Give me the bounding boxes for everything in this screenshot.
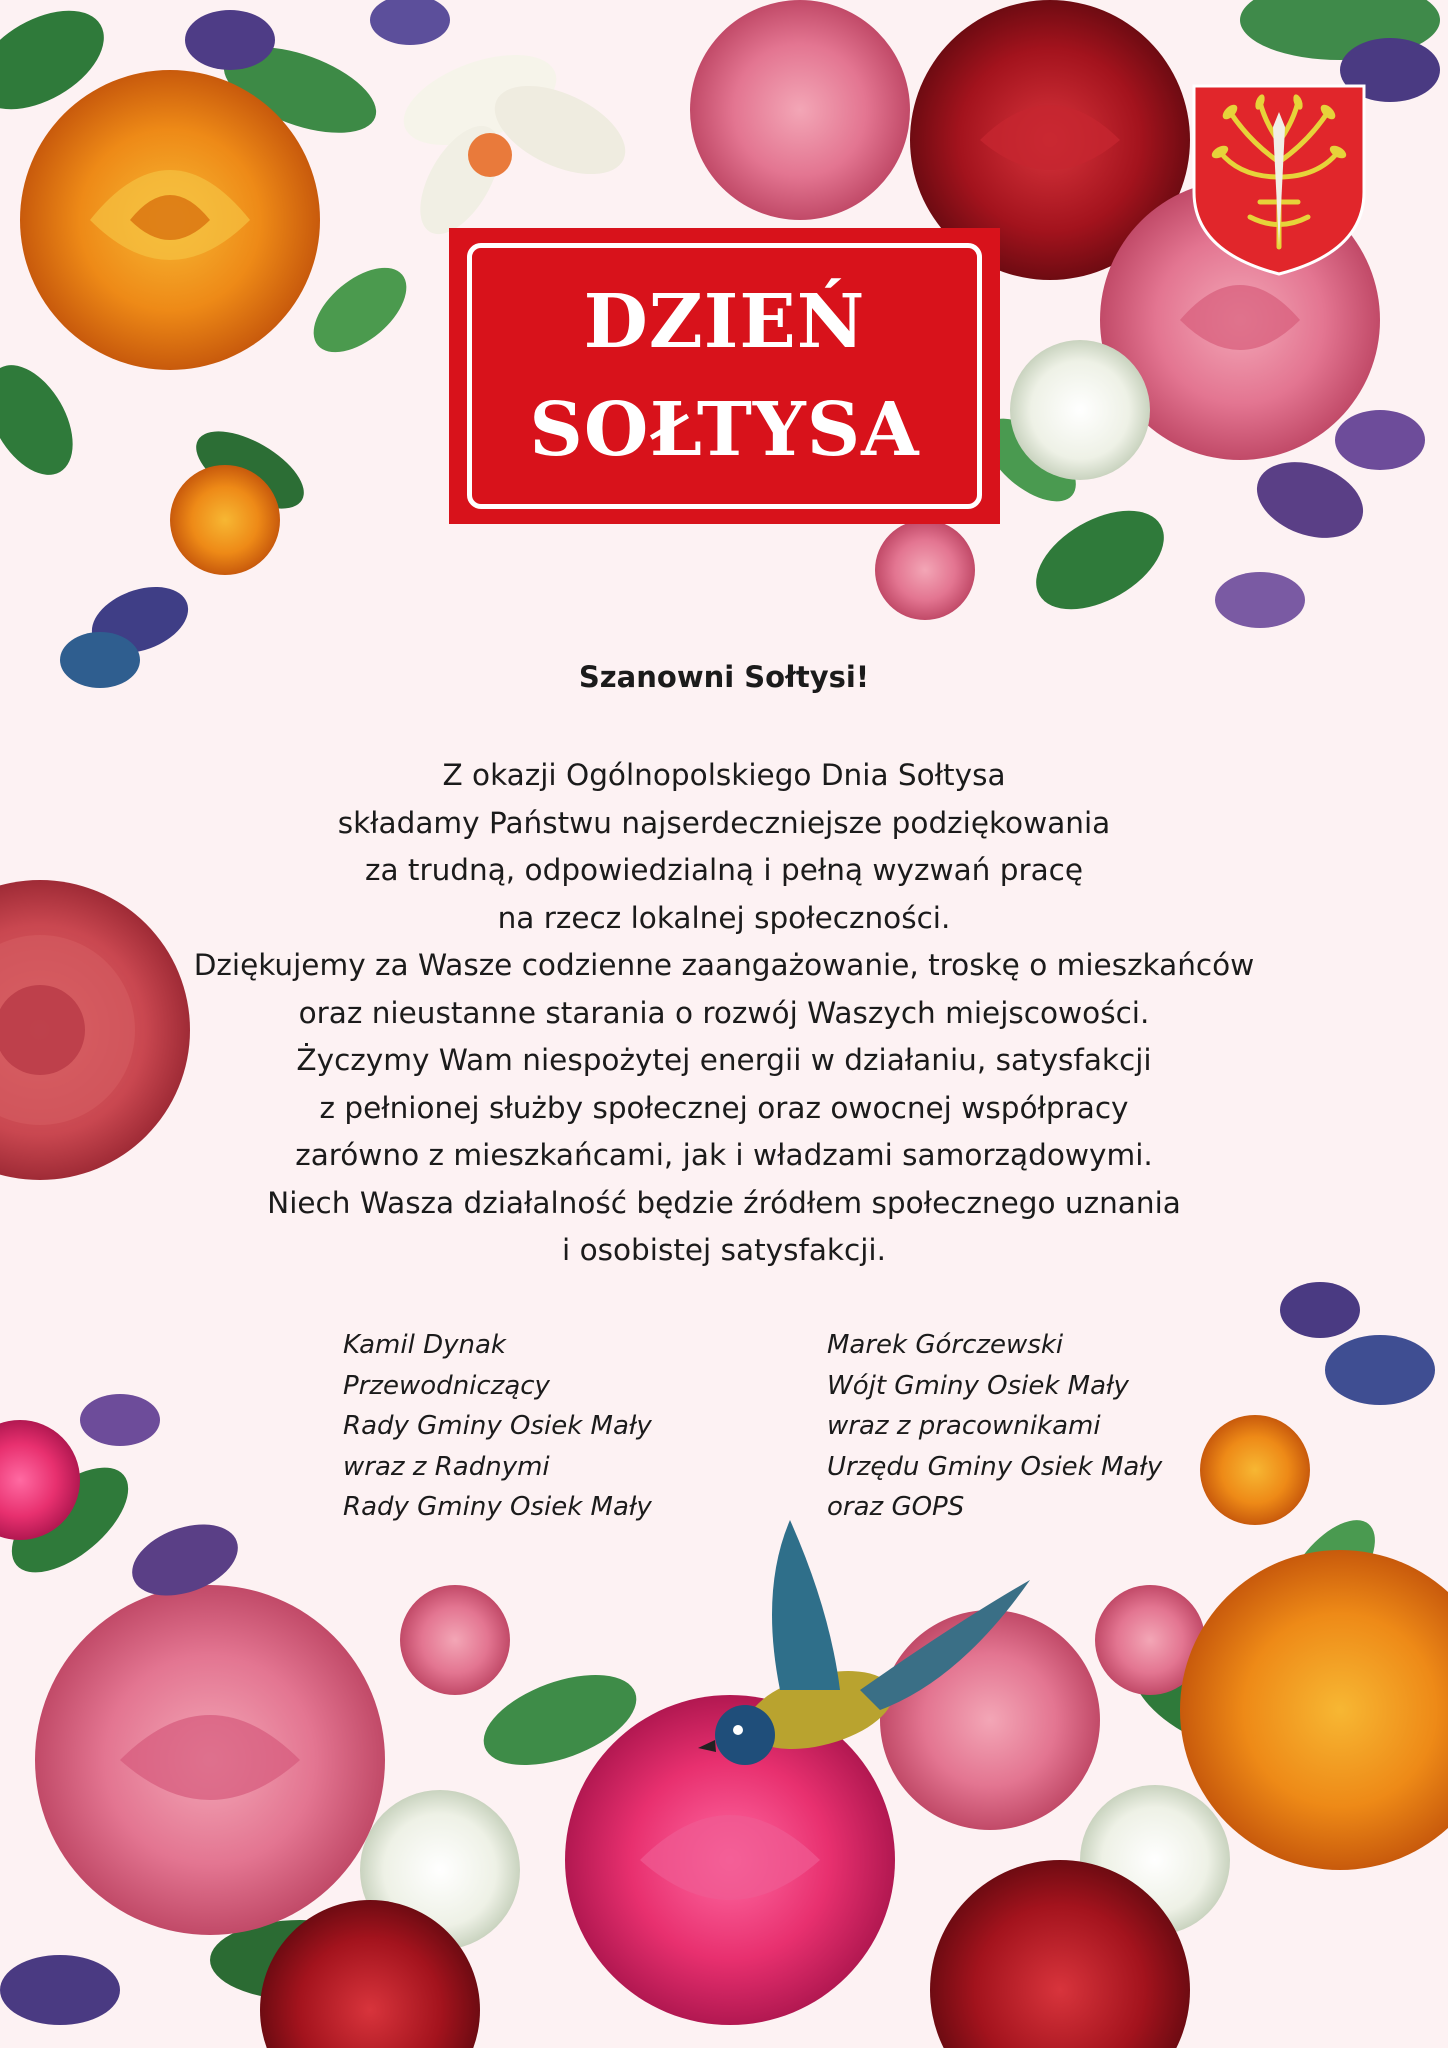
- rose-small-pink-top: [875, 520, 975, 620]
- title-line-1: DZIEŃ: [583, 279, 866, 365]
- title-banner: [449, 228, 1000, 524]
- signature-line: Marek Górczewski: [827, 1330, 1064, 1360]
- signature-line: oraz GOPS: [827, 1492, 965, 1522]
- rose-orange-top-left: [20, 70, 320, 370]
- message-line: za trudną, odpowiedzialną i pełną wyzwań pracę: [364, 853, 1084, 887]
- signature-left: [343, 1325, 652, 1528]
- signature-line: Kamil Dynak: [343, 1330, 506, 1360]
- message-line: Dziękujemy za Wasze codzienne zaangażowanie, troskę o mieszkańców: [193, 948, 1255, 982]
- rose-orange-small: [170, 465, 280, 575]
- message-line: zarówno z mieszkańcami, jak i władzami samorządowymi.: [295, 1138, 1153, 1172]
- signature-line: wraz z Radnymi: [343, 1451, 550, 1482]
- signature-line: Rady Gminy Osiek Mały: [343, 1411, 652, 1441]
- message-line: Z okazji Ogólnopolskiego Dnia Sołtysa: [442, 758, 1006, 792]
- message-line: Niech Wasza działalność będzie źródłem społecznego uznania: [267, 1185, 1181, 1220]
- title-line-2: SOŁTYSA: [529, 387, 920, 473]
- message-line: Życzymy Wam niespożytej energii w działaniu, satysfakcji: [296, 1043, 1152, 1077]
- rose-white-top: [1010, 340, 1150, 480]
- signature-line: Przewodniczący: [343, 1370, 550, 1401]
- signature-right: [827, 1325, 1162, 1528]
- message-line: oraz nieustanne starania o rozwój Waszych miejscowości.: [298, 995, 1150, 1030]
- coat-of-arms-icon: [1190, 82, 1368, 278]
- rose-orange-bottom-right: [1180, 1415, 1448, 1870]
- white-lily: [392, 37, 639, 247]
- signature-line: Wójt Gminy Osiek Mały: [827, 1370, 1129, 1401]
- rose-pink-bottom-left: [0, 1420, 385, 1935]
- signature-line: wraz z pracownikami: [827, 1411, 1101, 1441]
- greeting: Szanowni Sołtysi!: [578, 660, 870, 694]
- signature-line: Urzędu Gminy Osiek Mały: [827, 1451, 1163, 1482]
- message-line: na rzecz lokalnej społeczności.: [497, 900, 951, 935]
- message-line: składamy Państwu najserdeczniejsze podziękowania: [337, 805, 1111, 840]
- signature-line: Rady Gminy Osiek Mały: [343, 1492, 652, 1522]
- message-line: z pełnionej służby społecznej oraz owocnej współpracy: [319, 1090, 1129, 1125]
- message-paragraph: [120, 752, 1328, 1275]
- message-line: i osobistej satysfakcji.: [562, 1233, 886, 1267]
- title-frame: [467, 243, 982, 509]
